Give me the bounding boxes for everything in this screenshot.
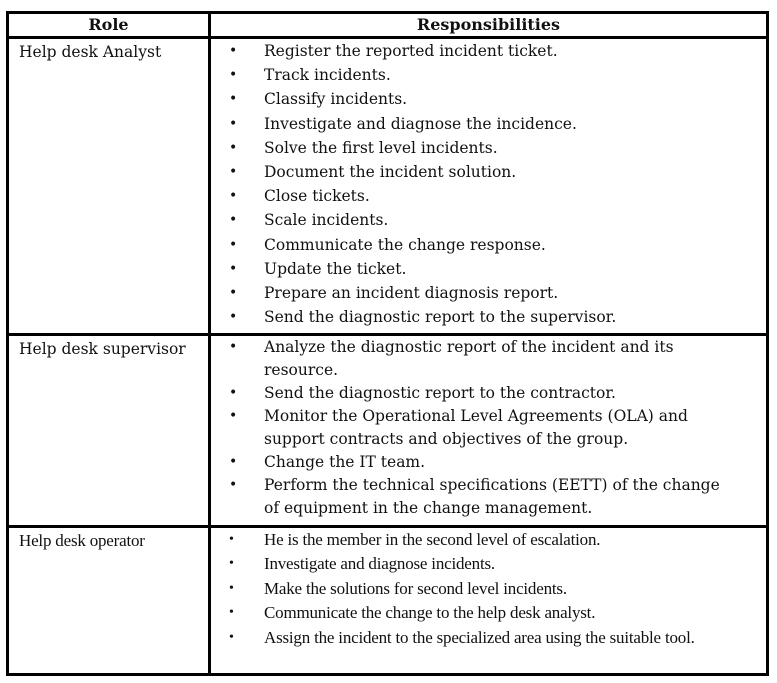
list-item xyxy=(211,382,766,405)
list-item xyxy=(211,474,766,520)
table-row xyxy=(8,527,768,675)
responsibility-text: Investigate and diagnose the incidence. xyxy=(264,114,577,133)
responsibility-text: Classify incidents. xyxy=(264,90,408,109)
role-cell: Help desk operator xyxy=(8,527,210,675)
bullet-icon: • xyxy=(229,556,234,572)
responsibility-text: He is the member in the second level of escalation. xyxy=(264,530,601,549)
responsibility-text: Investigate and diagnose incidents. xyxy=(264,554,495,574)
list-item xyxy=(211,136,766,160)
list-item xyxy=(211,281,766,305)
responsibility-text: Update the ticket. xyxy=(264,259,407,278)
header-role: Role xyxy=(8,13,210,38)
responsibility-text: Change the IT team. xyxy=(264,453,426,471)
bullet-icon: • xyxy=(229,385,238,401)
bullet-icon: • xyxy=(229,309,238,326)
responsibility-text: Assign the incident to the specialized area using the suitable tool. xyxy=(264,627,695,647)
responsibility-list xyxy=(211,39,766,329)
bullet-icon: • xyxy=(229,212,238,229)
table-row xyxy=(8,335,768,527)
bullet-icon: • xyxy=(229,580,234,596)
bullet-icon: • xyxy=(229,164,238,181)
responsibility-text: Track incidents. xyxy=(264,66,391,85)
list-item xyxy=(211,336,766,382)
responsibilities-cell xyxy=(210,335,768,527)
list-item xyxy=(211,451,766,474)
bullet-icon: • xyxy=(229,115,238,132)
bullet-icon: • xyxy=(229,532,234,547)
list-item xyxy=(211,305,766,329)
bullet-icon: • xyxy=(229,339,238,355)
responsibility-text: Scale incidents. xyxy=(264,211,389,230)
bullet-icon: • xyxy=(229,139,238,156)
bullet-icon: • xyxy=(229,408,238,424)
header-responsibilities: Responsibilities xyxy=(210,13,768,38)
bullet-icon: • xyxy=(229,260,238,277)
responsibilities-cell xyxy=(210,527,768,675)
bullet-icon: • xyxy=(229,629,234,645)
bullet-icon: • xyxy=(229,91,238,108)
responsibility-text: Communicate the change to the help desk analyst. xyxy=(264,603,596,623)
bullet-icon: • xyxy=(229,67,238,84)
responsibility-text: Monitor the Operational Level Agreements (OLA) and support contracts and objectives of the group. xyxy=(264,407,688,448)
responsibility-list xyxy=(211,528,766,650)
responsibility-text: Solve the first level incidents. xyxy=(264,138,498,157)
responsibility-text: Make the solutions for second level incidents. xyxy=(264,578,567,598)
list-item xyxy=(211,63,766,87)
role-cell: Help desk Analyst xyxy=(8,38,210,335)
bullet-icon: • xyxy=(229,285,238,302)
list-item xyxy=(211,405,766,451)
responsibility-text: Register the reported incident ticket. xyxy=(264,42,558,60)
responsibility-text: Analyze the diagnostic report of the incident and its resource. xyxy=(264,338,674,379)
responsibility-text: Communicate the change response. xyxy=(264,235,546,254)
list-item xyxy=(211,552,766,576)
bullet-icon: • xyxy=(229,477,238,493)
bullet-icon: • xyxy=(229,236,238,253)
role-cell: Help desk supervisor xyxy=(8,335,210,527)
list-item xyxy=(211,257,766,281)
responsibility-text: Prepare an incident diagnosis report. xyxy=(264,284,559,303)
bullet-icon: • xyxy=(229,188,238,205)
roles-table xyxy=(6,11,769,676)
bullet-icon: • xyxy=(229,43,238,59)
list-item xyxy=(211,160,766,184)
responsibility-text: Send the diagnostic report to the contractor. xyxy=(264,384,616,402)
list-item xyxy=(211,112,766,136)
list-item xyxy=(211,208,766,232)
list-item xyxy=(211,87,766,111)
list-item xyxy=(211,528,766,552)
bullet-icon: • xyxy=(229,454,238,470)
list-item xyxy=(211,39,766,63)
table-row xyxy=(8,38,768,335)
bullet-icon: • xyxy=(229,605,234,621)
responsibilities-cell xyxy=(210,38,768,335)
list-item xyxy=(211,233,766,257)
responsibility-text: Perform the technical specifications (EETT) of the change of equipment in the change management. xyxy=(264,476,720,517)
list-item xyxy=(211,601,766,625)
list-item xyxy=(211,184,766,208)
responsibility-text: Document the incident solution. xyxy=(264,163,517,182)
responsibility-list xyxy=(211,336,766,520)
responsibility-text: Send the diagnostic report to the supervisor. xyxy=(264,308,617,327)
responsibility-text: Close tickets. xyxy=(264,187,370,206)
list-item xyxy=(211,626,766,650)
header-row xyxy=(8,13,768,38)
list-item xyxy=(211,577,766,601)
